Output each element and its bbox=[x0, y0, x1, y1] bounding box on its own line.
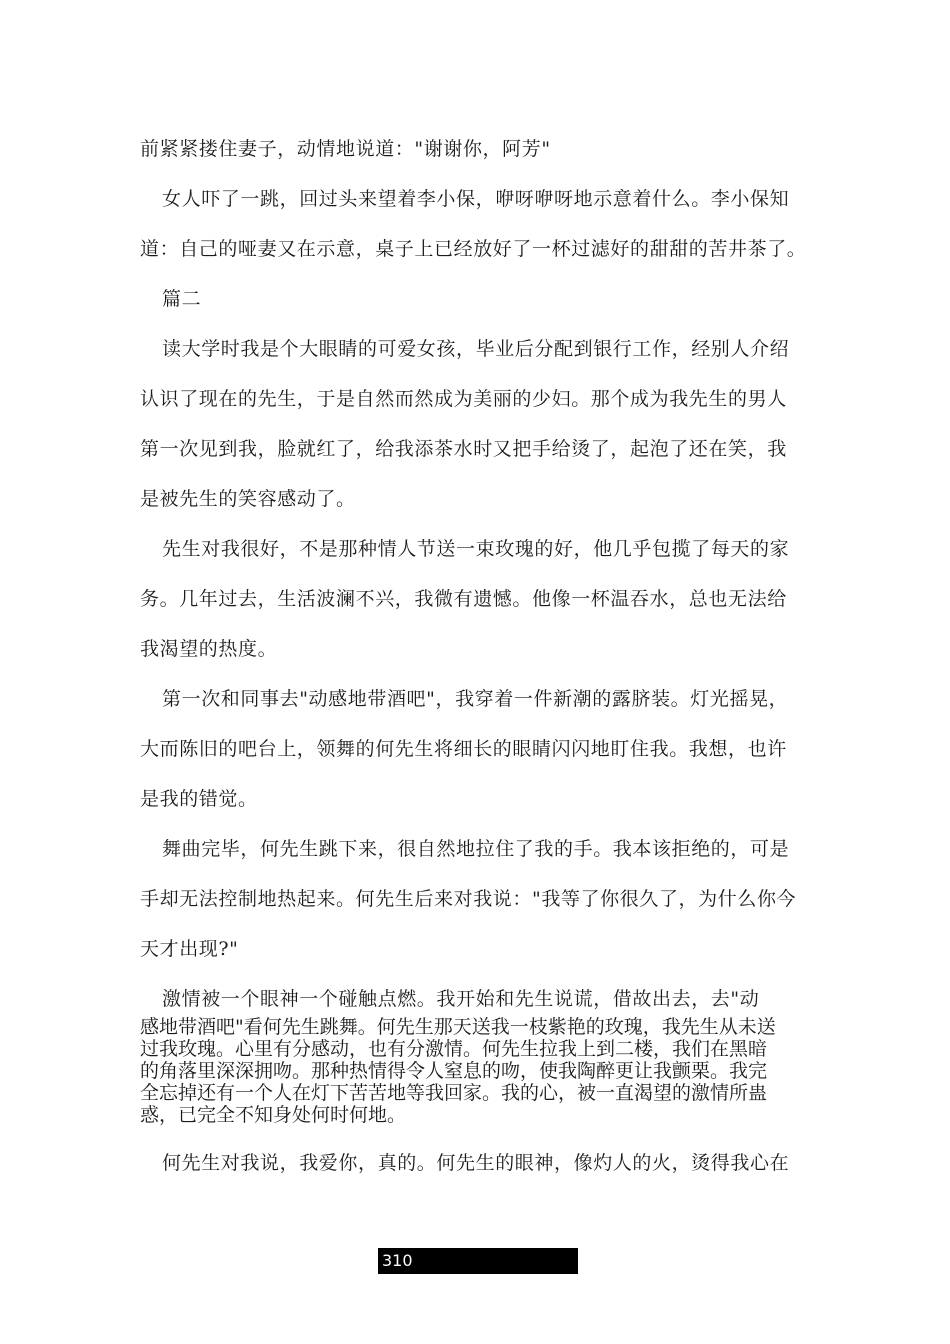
text-line: 惑，已完全不知身处何时何地。 bbox=[140, 1104, 407, 1126]
text-line: 第一次见到我，脸就红了，给我添茶水时又把手给烫了，起泡了还在笑，我 bbox=[140, 438, 787, 460]
text-line: 第一次和同事去"动感地带酒吧"，我穿着一件新潮的露脐装。灯光摇晃， bbox=[162, 688, 789, 710]
text-line: 前紧紧搂住妻子，动情地说道："谢谢你，阿芳" bbox=[140, 138, 551, 160]
text-line: 是被先生的笑容感动了。 bbox=[140, 488, 356, 510]
text-line: 我渴望的热度。 bbox=[140, 638, 278, 660]
text-line: 先生对我很好，不是那种情人节送一束玫瑰的好，他几乎包揽了每天的家 bbox=[162, 538, 790, 560]
text-line: 激情被一个眼神一个碰触点燃。我开始和先生说谎，借故出去，去"动 bbox=[162, 988, 760, 1010]
page-number: 310 bbox=[378, 1248, 578, 1274]
text-line: 何先生对我说，我爱你，真的。何先生的眼神，像灼人的火，烫得我心在 bbox=[162, 1152, 790, 1174]
text-line: 大而陈旧的吧台上，领舞的何先生将细长的眼睛闪闪地盯住我。我想，也许 bbox=[140, 738, 787, 760]
text-line: 的角落里深深拥吻。那种热情得令人窒息的吻，使我陶醉更让我颤栗。我完 bbox=[140, 1060, 768, 1082]
text-line: 是我的错觉。 bbox=[140, 788, 258, 810]
section-heading: 篇二 bbox=[162, 288, 202, 310]
text-line: 务。几年过去，生活波澜不兴，我微有遗憾。他像一杯温吞水，总也无法给 bbox=[140, 588, 787, 610]
text-line: 读大学时我是个大眼睛的可爱女孩，毕业后分配到银行工作，经别人介绍 bbox=[162, 338, 790, 360]
text-line: 天才出现?" bbox=[140, 938, 239, 960]
text-line: 手却无法控制地热起来。何先生后来对我说："我等了你很久了，为什么你今 bbox=[140, 888, 797, 910]
text-line: 认识了现在的先生，于是自然而然成为美丽的少妇。那个成为我先生的男人 bbox=[140, 388, 787, 410]
text-line: 舞曲完毕，何先生跳下来，很自然地拉住了我的手。我本该拒绝的，可是 bbox=[162, 838, 790, 860]
text-line: 全忘掉还有一个人在灯下苦苦地等我回家。我的心，被一直渴望的激情所蛊 bbox=[140, 1082, 768, 1104]
text-line: 女人吓了一跳，回过头来望着李小保，咿呀咿呀地示意着什么。李小保知 bbox=[162, 188, 790, 210]
text-line: 过我玫瑰。心里有分感动，也有分激情。何先生拉我上到二楼，我们在黑暗 bbox=[140, 1038, 768, 1060]
text-line: 感地带酒吧"看何先生跳舞。何先生那天送我一枝紫艳的玫瑰，我先生从未送 bbox=[140, 1016, 776, 1038]
text-line: 道：自己的哑妻又在示意，桌子上已经放好了一杯过滤好的甜甜的苦井茶了。 bbox=[140, 238, 807, 260]
